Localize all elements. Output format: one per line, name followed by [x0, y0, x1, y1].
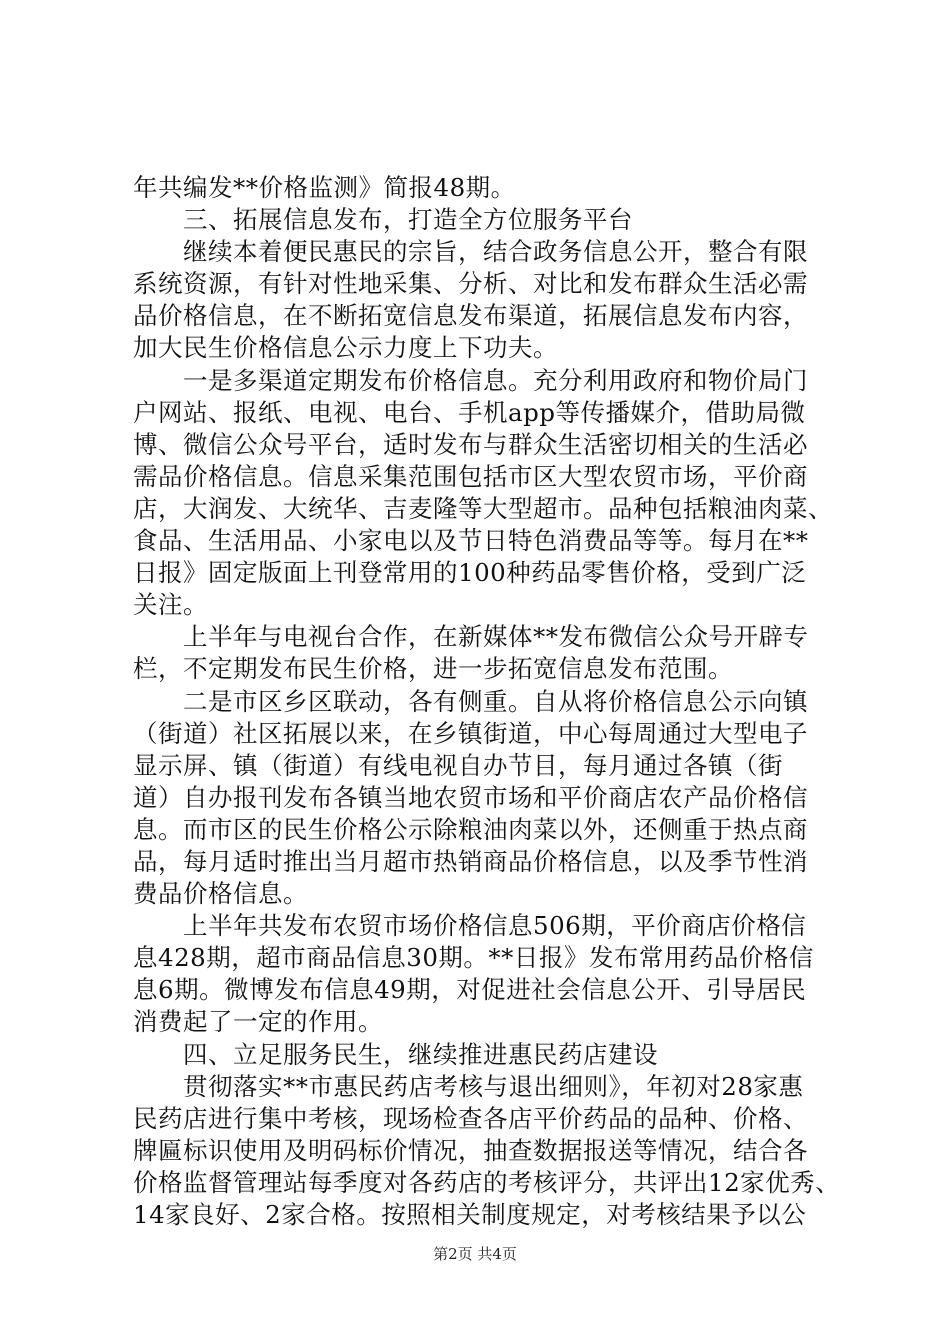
text-line: 加大民生价格信息公示力度上下功夫。 — [133, 333, 558, 363]
text-line: 价格监督管理站每季度对各药店的考核评分，共评出12家优秀、 — [133, 1167, 841, 1197]
text-line: 上半年与电视台合作，在新媒体**发布微信公众号开辟专 — [133, 622, 809, 652]
text-line: 食品、生活用品、小家电以及节日特色消费品等等。每月在** — [133, 526, 809, 556]
text-line: 日报》固定版面上刊登常用的100种药品零售价格，受到广泛 — [133, 558, 807, 588]
section-heading: 四、立足服务民生，继续推进惠民药店建设 — [133, 1039, 658, 1069]
page-number-footer: 第2页 共4页 — [433, 1245, 517, 1263]
text-line: 品价格信息，在不断拓宽信息发布渠道，拓展信息发布内容， — [133, 301, 808, 331]
text-line: 显示屏、镇（街道）有线电视自办节目，每月通过各镇（街 — [133, 750, 783, 780]
text-line: 费品价格信息。 — [133, 879, 308, 909]
text-line: （街道）社区拓展以来，在乡镇街道，中心每周通过大型电子 — [133, 718, 808, 748]
text-line: 消费起了一定的作用。 — [133, 1007, 383, 1037]
text-line: 店，大润发、大统华、吉麦隆等大型超市。品种包括粮油肉菜、 — [133, 493, 833, 523]
text-line: 息6期。微博发布信息49期，对促进社会信息公开、引导居民 — [133, 975, 807, 1005]
section-heading: 三、拓展信息发布，打造全方位服务平台 — [133, 205, 633, 235]
text-line: 年共编发**价格监测》简报48期。 — [133, 173, 516, 202]
text-line: 品，每月适时推出当月超市热销商品价格信息，以及季节性消 — [133, 846, 808, 876]
text-line: 继续本着便民惠民的宗旨，结合政务信息公开，整合有限 — [133, 237, 808, 267]
text-line: 民药店进行集中考核，现场检查各店平价药品的品种、价格、 — [133, 1103, 808, 1133]
text-line: 需品价格信息。信息采集范围包括市区大型农贸市场，平价商 — [133, 461, 808, 491]
text-line: 博、微信公众号平台，适时发布与群众生活密切相关的生活必 — [133, 429, 808, 459]
text-line: 户网站、报纸、电视、电台、手机app等传播媒介，借助局微 — [133, 397, 806, 427]
text-line: 贯彻落实**市惠民药店考核与退出细则》，年初对28家惠 — [133, 1071, 804, 1101]
text-line: 息428期，超市商品信息30期。**日报》发布常用药品价格信 — [133, 943, 814, 973]
text-line: 牌匾标识使用及明码标价情况，抽查数据报送等情况，结合各 — [133, 1135, 808, 1165]
text-line: 系统资源，有针对性地采集、分析、对比和发布群众生活必需 — [133, 269, 808, 299]
text-line: 息。而市区的民生价格公示除粮油肉菜以外，还侧重于热点商 — [133, 814, 808, 844]
text-line: 上半年共发布农贸市场价格信息506期，平价商店价格信 — [133, 911, 807, 941]
text-line: 一是多渠道定期发布价格信息。充分利用政府和物价局门 — [133, 365, 808, 395]
text-line: 关注。 — [133, 590, 208, 620]
document-body — [133, 172, 841, 1231]
text-line: 栏，不定期发布民生价格，进一步拓宽信息发布范围。 — [133, 654, 733, 684]
text-line: 二是市区乡区联动，各有侧重。自从将价格信息公示向镇 — [133, 686, 808, 716]
text-line: 14家良好、2家合格。按照相关制度规定，对考核结果予以公 — [133, 1200, 807, 1229]
text-line: 道）自办报刊发布各镇当地农贸市场和平价商店农产品价格信 — [133, 782, 808, 812]
